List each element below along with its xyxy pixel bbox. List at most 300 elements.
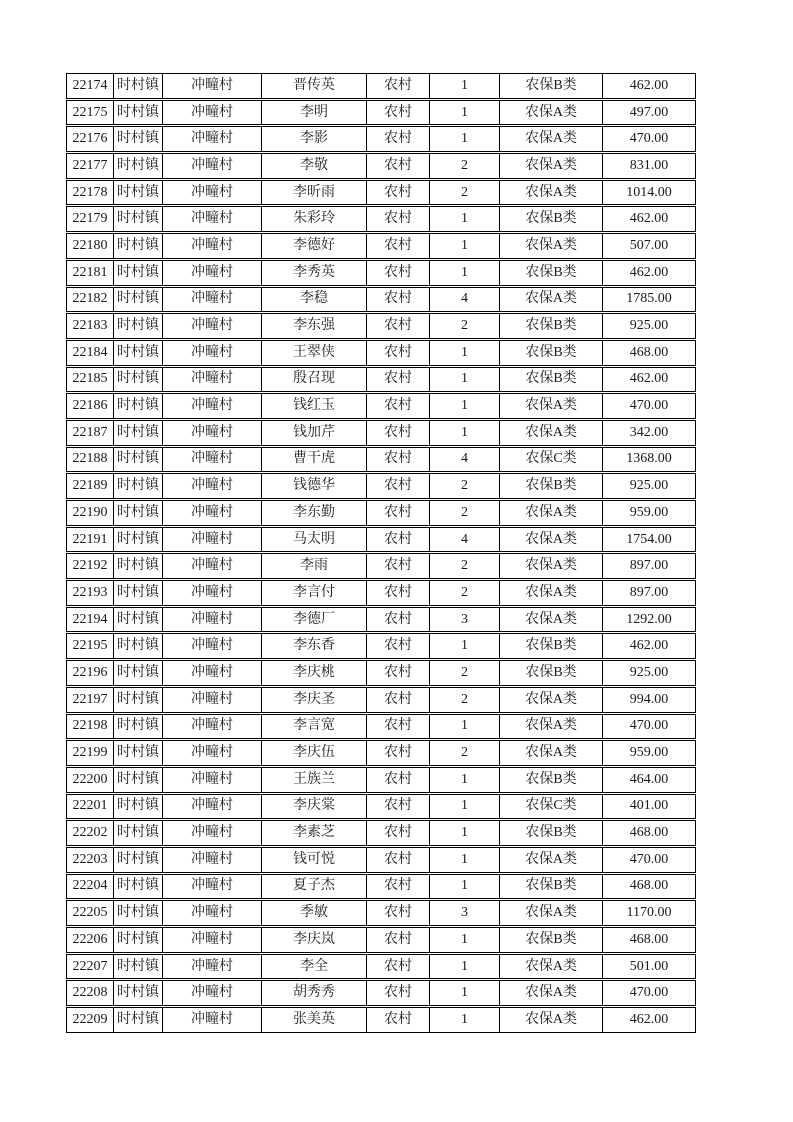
table-cell-person-count: 1	[430, 394, 500, 418]
table-cell-residence-type: 农村	[367, 501, 430, 525]
table-cell-amount: 464.00	[629, 771, 669, 787]
table-cell-village: 冲疃村	[163, 341, 262, 365]
table-cell-person-count: 4	[430, 448, 500, 472]
table-cell-name: 曹干虎	[262, 448, 367, 472]
table-row	[66, 527, 696, 553]
table-row	[66, 980, 696, 1006]
table-row	[66, 1007, 696, 1033]
table-row	[66, 794, 696, 820]
table-cell-residence-type: 农村	[367, 768, 430, 792]
table-cell-amount: 468.00	[629, 878, 669, 894]
table-cell-name: 李雨	[262, 554, 367, 578]
table-row	[66, 633, 696, 659]
table-cell-town: 时村镇	[114, 261, 163, 285]
table-cell-person-count: 1	[430, 795, 500, 819]
table-cell-village: 冲疃村	[163, 608, 262, 632]
table-cell-record-id: 22196	[67, 661, 114, 685]
table-cell-insurance-category: 农保A类	[500, 501, 603, 525]
table-cell-person-count: 1	[430, 981, 500, 1005]
table-cell-insurance-category: 农保A类	[500, 394, 603, 418]
table-cell-person-count: 3	[430, 901, 500, 925]
table-cell-town: 时村镇	[114, 715, 163, 739]
table-cell-village: 冲疃村	[163, 848, 262, 872]
table-cell-insurance-category: 农保A类	[500, 554, 603, 578]
table-cell-insurance-category: 农保A类	[500, 981, 603, 1005]
table-cell-insurance-category: 农保B类	[500, 634, 603, 658]
table-cell-amount: 462.00	[629, 638, 669, 654]
table-cell-person-count: 2	[430, 314, 500, 338]
table-cell-insurance-category: 农保B类	[500, 368, 603, 392]
table-cell-record-id: 22199	[67, 741, 114, 765]
table-body	[66, 73, 696, 1033]
table-cell-town: 时村镇	[114, 101, 163, 125]
table-cell-village: 冲疃村	[163, 901, 262, 925]
table-cell-record-id: 22203	[67, 848, 114, 872]
table-cell-record-id: 22177	[67, 154, 114, 178]
table-cell-insurance-category: 农保B类	[500, 74, 603, 98]
table-cell-insurance-category: 农保B类	[500, 474, 603, 498]
table-cell-village: 冲疃村	[163, 955, 262, 979]
table-cell-town: 时村镇	[114, 875, 163, 899]
table-cell-person-count: 1	[430, 955, 500, 979]
table-cell-town: 时村镇	[114, 368, 163, 392]
table-cell-town: 时村镇	[114, 1008, 163, 1032]
table-cell-amount: 1785.00	[626, 291, 672, 307]
table-cell-record-id: 22192	[67, 554, 114, 578]
table-cell-insurance-category: 农保A类	[500, 581, 603, 605]
table-cell-amount: 462.00	[629, 264, 669, 280]
insurance-roster-table	[66, 73, 696, 1034]
table-cell-village: 冲疃村	[163, 821, 262, 845]
table-cell-record-id: 22200	[67, 768, 114, 792]
table-cell-amount: 470.00	[629, 985, 669, 1001]
table-cell-residence-type: 农村	[367, 581, 430, 605]
table-cell-person-count: 2	[430, 688, 500, 712]
table-cell-amount: 897.00	[629, 584, 669, 600]
table-cell-town: 时村镇	[114, 901, 163, 925]
table-cell-name: 马太明	[262, 528, 367, 552]
table-row	[66, 580, 696, 606]
table-cell-insurance-category: 农保A类	[500, 288, 603, 312]
table-row	[66, 820, 696, 846]
table-row	[66, 260, 696, 286]
table-cell-insurance-category: 农保B类	[500, 261, 603, 285]
table-cell-name: 夏子杰	[262, 875, 367, 899]
table-cell-person-count: 1	[430, 101, 500, 125]
table-cell-name: 李东强	[262, 314, 367, 338]
table-cell-amount: 462.00	[629, 77, 669, 93]
table-cell-amount: 470.00	[629, 718, 669, 734]
table-cell-residence-type: 农村	[367, 421, 430, 445]
table-cell-village: 冲疃村	[163, 368, 262, 392]
table-cell-residence-type: 农村	[367, 928, 430, 952]
table-cell-village: 冲疃村	[163, 207, 262, 231]
table-cell-record-id: 22190	[67, 501, 114, 525]
table-cell-record-id: 22194	[67, 608, 114, 632]
table-cell-amount: 831.00	[629, 157, 669, 173]
table-cell-village: 冲疃村	[163, 288, 262, 312]
table-cell-name: 李稳	[262, 288, 367, 312]
table-row	[66, 206, 696, 232]
table-cell-town: 时村镇	[114, 821, 163, 845]
table-cell-residence-type: 农村	[367, 688, 430, 712]
table-cell-name: 李敬	[262, 154, 367, 178]
table-cell-insurance-category: 农保B类	[500, 207, 603, 231]
table-cell-name: 钱红玉	[262, 394, 367, 418]
table-cell-person-count: 1	[430, 875, 500, 899]
table-cell-village: 冲疃村	[163, 181, 262, 205]
table-cell-record-id: 22179	[67, 207, 114, 231]
table-cell-amount: 470.00	[629, 851, 669, 867]
table-cell-residence-type: 农村	[367, 101, 430, 125]
table-cell-residence-type: 农村	[367, 261, 430, 285]
table-cell-name: 季敏	[262, 901, 367, 925]
table-cell-town: 时村镇	[114, 608, 163, 632]
table-row	[66, 553, 696, 579]
table-cell-amount: 994.00	[629, 691, 669, 707]
table-cell-residence-type: 农村	[367, 341, 430, 365]
table-cell-village: 冲疃村	[163, 154, 262, 178]
table-cell-village: 冲疃村	[163, 421, 262, 445]
table-cell-residence-type: 农村	[367, 661, 430, 685]
table-cell-record-id: 22178	[67, 181, 114, 205]
table-cell-village: 冲疃村	[163, 688, 262, 712]
table-cell-record-id: 22180	[67, 234, 114, 258]
table-cell-person-count: 1	[430, 1008, 500, 1032]
table-cell-insurance-category: 农保B类	[500, 661, 603, 685]
table-cell-name: 钱可悦	[262, 848, 367, 872]
table-cell-village: 冲疃村	[163, 101, 262, 125]
table-cell-amount: 925.00	[629, 664, 669, 680]
table-cell-amount: 468.00	[629, 344, 669, 360]
table-cell-residence-type: 农村	[367, 981, 430, 1005]
table-cell-amount: 342.00	[629, 424, 669, 440]
table-cell-town: 时村镇	[114, 795, 163, 819]
table-cell-person-count: 2	[430, 554, 500, 578]
table-row	[66, 100, 696, 126]
table-cell-person-count: 1	[430, 341, 500, 365]
table-cell-village: 冲疃村	[163, 715, 262, 739]
table-cell-insurance-category: 农保C类	[500, 448, 603, 472]
table-cell-town: 时村镇	[114, 688, 163, 712]
table-cell-village: 冲疃村	[163, 1008, 262, 1032]
table-cell-town: 时村镇	[114, 314, 163, 338]
table-cell-village: 冲疃村	[163, 234, 262, 258]
table-cell-residence-type: 农村	[367, 1008, 430, 1032]
table-cell-record-id: 22183	[67, 314, 114, 338]
table-cell-record-id: 22195	[67, 634, 114, 658]
table-cell-insurance-category: 农保A类	[500, 181, 603, 205]
table-cell-amount: 925.00	[629, 318, 669, 334]
table-cell-person-count: 1	[430, 421, 500, 445]
table-cell-village: 冲疃村	[163, 394, 262, 418]
table-cell-town: 时村镇	[114, 394, 163, 418]
table-cell-town: 时村镇	[114, 341, 163, 365]
table-cell-residence-type: 农村	[367, 368, 430, 392]
table-cell-name: 李东香	[262, 634, 367, 658]
table-cell-insurance-category: 农保B类	[500, 768, 603, 792]
table-cell-insurance-category: 农保B类	[500, 928, 603, 952]
table-cell-village: 冲疃村	[163, 875, 262, 899]
table-cell-record-id: 22175	[67, 101, 114, 125]
table-cell-person-count: 1	[430, 368, 500, 392]
table-cell-insurance-category: 农保A类	[500, 688, 603, 712]
table-cell-insurance-category: 农保A类	[500, 127, 603, 151]
table-cell-amount: 1292.00	[626, 611, 672, 627]
table-cell-name: 李庆桃	[262, 661, 367, 685]
table-cell-amount: 497.00	[629, 104, 669, 120]
table-cell-town: 时村镇	[114, 981, 163, 1005]
table-cell-amount: 959.00	[629, 745, 669, 761]
table-cell-town: 时村镇	[114, 634, 163, 658]
table-cell-residence-type: 农村	[367, 875, 430, 899]
table-cell-residence-type: 农村	[367, 207, 430, 231]
table-cell-person-count: 3	[430, 608, 500, 632]
table-cell-record-id: 22205	[67, 901, 114, 925]
table-row	[66, 607, 696, 633]
table-cell-record-id: 22176	[67, 127, 114, 151]
table-cell-amount: 1368.00	[626, 451, 672, 467]
table-cell-residence-type: 农村	[367, 474, 430, 498]
table-row	[66, 233, 696, 259]
table-row	[66, 73, 696, 99]
table-cell-name: 李庆伍	[262, 741, 367, 765]
table-cell-residence-type: 农村	[367, 127, 430, 151]
table-cell-town: 时村镇	[114, 955, 163, 979]
table-cell-name: 李言付	[262, 581, 367, 605]
table-cell-record-id: 22182	[67, 288, 114, 312]
table-cell-residence-type: 农村	[367, 154, 430, 178]
table-cell-record-id: 22185	[67, 368, 114, 392]
table-row	[66, 927, 696, 953]
table-cell-person-count: 2	[430, 181, 500, 205]
table-cell-village: 冲疃村	[163, 528, 262, 552]
table-cell-name: 朱彩玲	[262, 207, 367, 231]
table-cell-name: 李素芝	[262, 821, 367, 845]
table-cell-record-id: 22187	[67, 421, 114, 445]
table-cell-person-count: 1	[430, 821, 500, 845]
table-cell-town: 时村镇	[114, 528, 163, 552]
table-row	[66, 500, 696, 526]
table-cell-town: 时村镇	[114, 288, 163, 312]
table-cell-village: 冲疃村	[163, 314, 262, 338]
table-cell-village: 冲疃村	[163, 127, 262, 151]
table-cell-person-count: 1	[430, 74, 500, 98]
table-row	[66, 367, 696, 393]
table-cell-name: 李明	[262, 101, 367, 125]
table-cell-amount: 462.00	[629, 1011, 669, 1027]
table-cell-person-count: 2	[430, 741, 500, 765]
table-cell-village: 冲疃村	[163, 501, 262, 525]
table-cell-person-count: 1	[430, 234, 500, 258]
table-cell-town: 时村镇	[114, 74, 163, 98]
table-cell-record-id: 22201	[67, 795, 114, 819]
table-cell-residence-type: 农村	[367, 634, 430, 658]
table-cell-village: 冲疃村	[163, 768, 262, 792]
table-cell-record-id: 22174	[67, 74, 114, 98]
table-cell-insurance-category: 农保A类	[500, 901, 603, 925]
table-cell-amount: 925.00	[629, 478, 669, 494]
table-cell-name: 李庆棠	[262, 795, 367, 819]
table-cell-name: 李秀英	[262, 261, 367, 285]
table-cell-person-count: 2	[430, 581, 500, 605]
table-cell-town: 时村镇	[114, 848, 163, 872]
table-cell-amount: 462.00	[629, 211, 669, 227]
table-cell-person-count: 2	[430, 501, 500, 525]
table-cell-person-count: 1	[430, 768, 500, 792]
table-row	[66, 287, 696, 313]
table-cell-village: 冲疃村	[163, 581, 262, 605]
table-cell-insurance-category: 农保B类	[500, 314, 603, 338]
table-cell-name: 晋传英	[262, 74, 367, 98]
table-cell-record-id: 22198	[67, 715, 114, 739]
table-cell-village: 冲疃村	[163, 981, 262, 1005]
table-cell-residence-type: 农村	[367, 528, 430, 552]
table-cell-town: 时村镇	[114, 741, 163, 765]
table-row	[66, 740, 696, 766]
table-row	[66, 660, 696, 686]
table-cell-person-count: 1	[430, 634, 500, 658]
table-cell-name: 李影	[262, 127, 367, 151]
table-cell-record-id: 22184	[67, 341, 114, 365]
table-cell-amount: 470.00	[629, 131, 669, 147]
table-row	[66, 473, 696, 499]
table-cell-village: 冲疃村	[163, 261, 262, 285]
table-row	[66, 393, 696, 419]
table-cell-town: 时村镇	[114, 127, 163, 151]
table-cell-town: 时村镇	[114, 154, 163, 178]
table-cell-town: 时村镇	[114, 448, 163, 472]
table-cell-name: 李东勤	[262, 501, 367, 525]
table-row	[66, 874, 696, 900]
table-cell-village: 冲疃村	[163, 928, 262, 952]
table-row	[66, 340, 696, 366]
table-cell-village: 冲疃村	[163, 474, 262, 498]
table-cell-insurance-category: 农保B类	[500, 875, 603, 899]
table-row	[66, 767, 696, 793]
table-cell-village: 冲疃村	[163, 74, 262, 98]
table-cell-name: 李德厂	[262, 608, 367, 632]
table-cell-name: 李昕雨	[262, 181, 367, 205]
table-cell-insurance-category: 农保A类	[500, 848, 603, 872]
table-row	[66, 180, 696, 206]
table-cell-person-count: 4	[430, 528, 500, 552]
table-cell-person-count: 1	[430, 848, 500, 872]
table-cell-insurance-category: 农保A类	[500, 234, 603, 258]
table-cell-name: 胡秀秀	[262, 981, 367, 1005]
table-row	[66, 954, 696, 980]
table-cell-town: 时村镇	[114, 181, 163, 205]
table-cell-amount: 462.00	[629, 371, 669, 387]
table-cell-village: 冲疃村	[163, 448, 262, 472]
table-cell-amount: 1754.00	[626, 531, 672, 547]
table-row	[66, 420, 696, 446]
table-cell-name: 李庆岚	[262, 928, 367, 952]
table-row	[66, 687, 696, 713]
table-cell-insurance-category: 农保A类	[500, 528, 603, 552]
table-cell-name: 王族兰	[262, 768, 367, 792]
table-row	[66, 447, 696, 473]
table-cell-name: 王翠侠	[262, 341, 367, 365]
table-cell-residence-type: 农村	[367, 448, 430, 472]
table-cell-person-count: 4	[430, 288, 500, 312]
table-cell-town: 时村镇	[114, 501, 163, 525]
table-cell-name: 李庆圣	[262, 688, 367, 712]
table-cell-amount: 470.00	[629, 398, 669, 414]
table-cell-record-id: 22208	[67, 981, 114, 1005]
table-cell-insurance-category: 农保A类	[500, 955, 603, 979]
table-cell-village: 冲疃村	[163, 554, 262, 578]
table-cell-residence-type: 农村	[367, 848, 430, 872]
table-cell-amount: 468.00	[629, 931, 669, 947]
table-cell-insurance-category: 农保A类	[500, 1008, 603, 1032]
table-cell-residence-type: 农村	[367, 234, 430, 258]
table-cell-insurance-category: 农保C类	[500, 795, 603, 819]
table-cell-name: 李德好	[262, 234, 367, 258]
table-cell-town: 时村镇	[114, 421, 163, 445]
table-cell-residence-type: 农村	[367, 181, 430, 205]
table-cell-amount: 1170.00	[626, 905, 672, 921]
table-row	[66, 313, 696, 339]
table-cell-village: 冲疃村	[163, 795, 262, 819]
table-cell-record-id: 22186	[67, 394, 114, 418]
table-cell-name: 钱加芹	[262, 421, 367, 445]
table-cell-town: 时村镇	[114, 207, 163, 231]
table-cell-name: 殷召现	[262, 368, 367, 392]
table-cell-insurance-category: 农保A类	[500, 101, 603, 125]
table-cell-record-id: 22197	[67, 688, 114, 712]
table-cell-residence-type: 农村	[367, 795, 430, 819]
table-cell-town: 时村镇	[114, 581, 163, 605]
table-cell-residence-type: 农村	[367, 955, 430, 979]
table-cell-record-id: 22189	[67, 474, 114, 498]
table-row	[66, 126, 696, 152]
table-row	[66, 714, 696, 740]
table-cell-town: 时村镇	[114, 474, 163, 498]
table-cell-record-id: 22207	[67, 955, 114, 979]
table-cell-person-count: 1	[430, 207, 500, 231]
table-cell-record-id: 22209	[67, 1008, 114, 1032]
table-cell-residence-type: 农村	[367, 901, 430, 925]
table-cell-record-id: 22206	[67, 928, 114, 952]
table-cell-insurance-category: 农保B类	[500, 341, 603, 365]
table-cell-person-count: 1	[430, 127, 500, 151]
table-cell-residence-type: 农村	[367, 821, 430, 845]
table-cell-record-id: 22191	[67, 528, 114, 552]
table-row	[66, 900, 696, 926]
table-cell-residence-type: 农村	[367, 741, 430, 765]
table-cell-amount: 501.00	[629, 958, 669, 974]
table-cell-residence-type: 农村	[367, 394, 430, 418]
table-cell-town: 时村镇	[114, 554, 163, 578]
table-cell-insurance-category: 农保A类	[500, 715, 603, 739]
table-cell-residence-type: 农村	[367, 715, 430, 739]
table-cell-amount: 1014.00	[626, 184, 672, 200]
table-cell-record-id: 22202	[67, 821, 114, 845]
table-cell-person-count: 2	[430, 661, 500, 685]
table-cell-residence-type: 农村	[367, 74, 430, 98]
table-cell-village: 冲疃村	[163, 634, 262, 658]
table-cell-person-count: 2	[430, 474, 500, 498]
table-row	[66, 847, 696, 873]
table-cell-record-id: 22188	[67, 448, 114, 472]
table-cell-town: 时村镇	[114, 661, 163, 685]
table-cell-insurance-category: 农保B类	[500, 821, 603, 845]
table-cell-person-count: 1	[430, 261, 500, 285]
table-cell-name: 李全	[262, 955, 367, 979]
table-cell-record-id: 22204	[67, 875, 114, 899]
table-cell-record-id: 22181	[67, 261, 114, 285]
